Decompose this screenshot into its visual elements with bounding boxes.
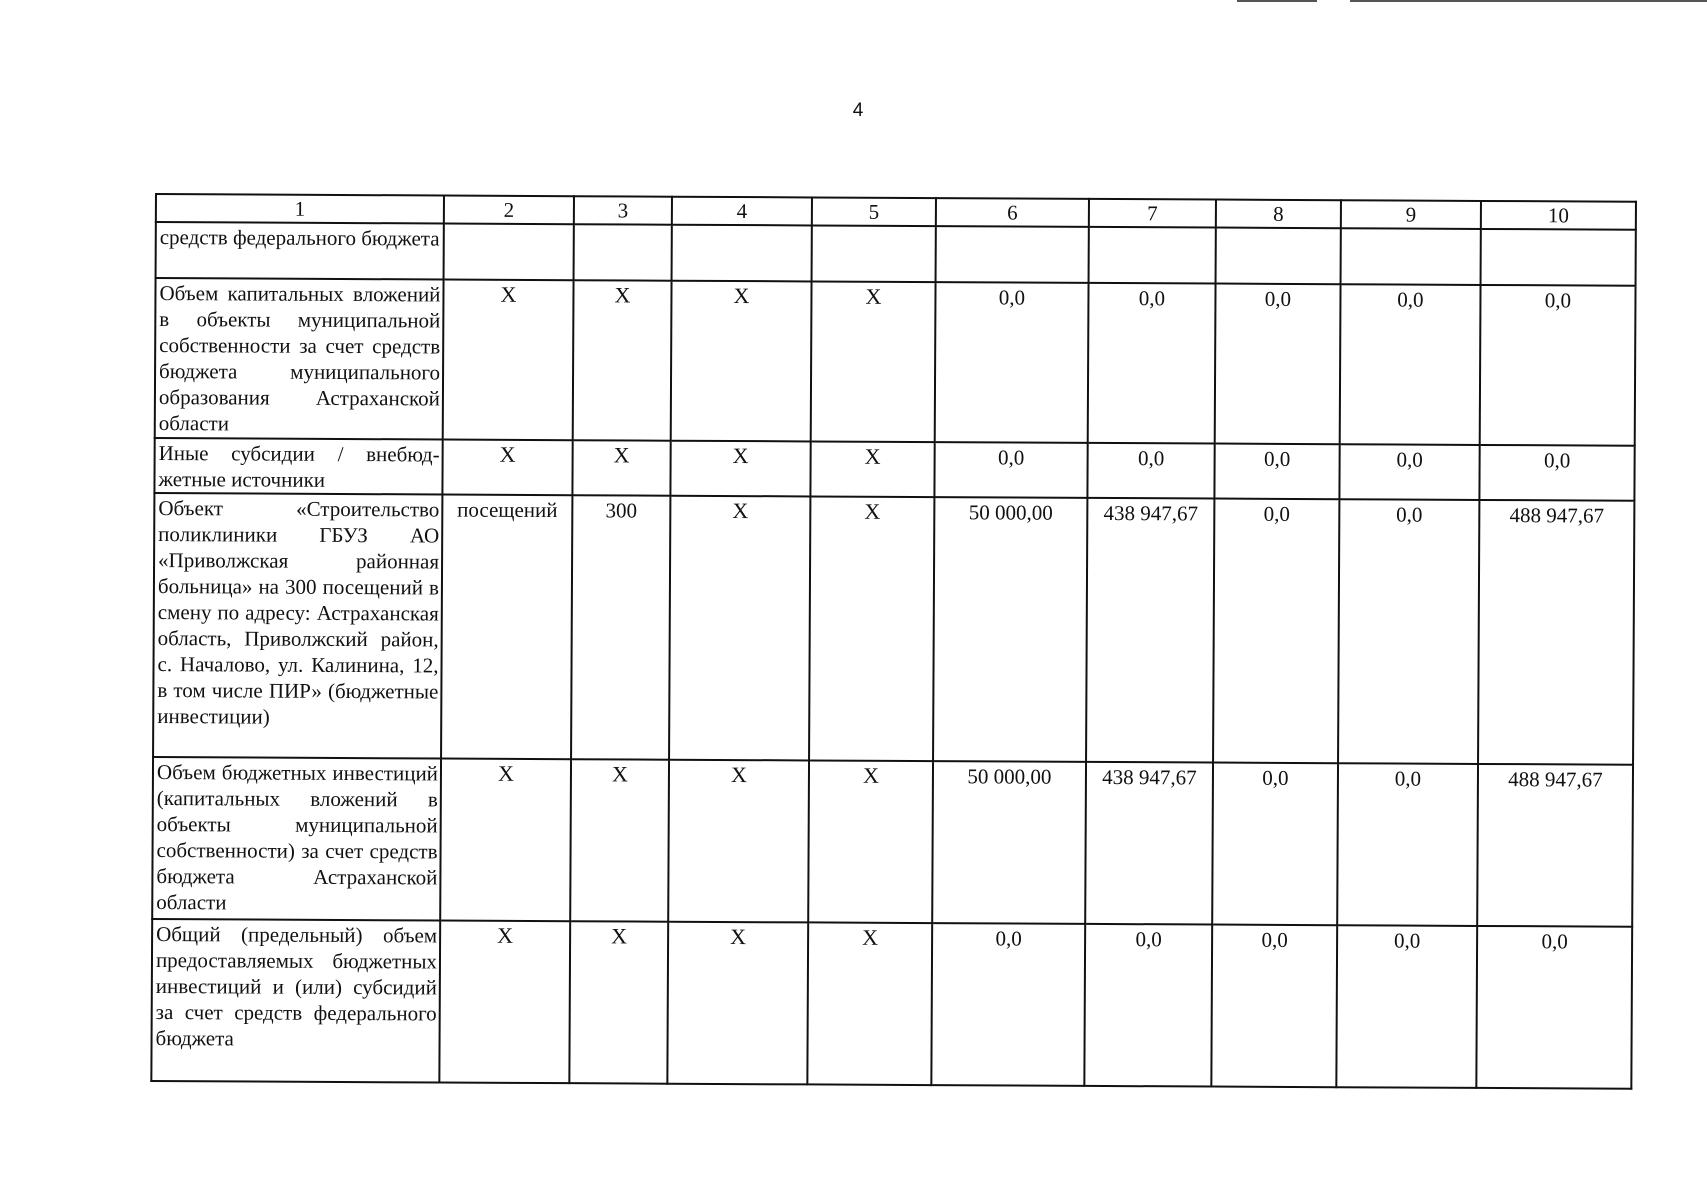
table-cell: 300 xyxy=(571,495,670,760)
table-cell xyxy=(672,225,812,282)
table-cell: 0,0 xyxy=(1340,284,1481,445)
table-cell: X xyxy=(443,280,574,441)
table-cell: 0,0 xyxy=(1480,285,1636,446)
table-row xyxy=(155,278,1636,446)
table-cell: 0,0 xyxy=(1213,499,1339,764)
table-cell xyxy=(1481,229,1636,286)
table-cell: 50 000,00 xyxy=(933,497,1087,762)
table-cell: 0,0 xyxy=(934,442,1087,498)
table-cell: X xyxy=(573,280,672,441)
page-number: 4 xyxy=(852,100,864,121)
row-description: Объем капитальных вложений в объекты муниципальной собственности за счет средств бюджета муниципального образования Астраханской области xyxy=(155,278,444,440)
table-cell: X xyxy=(810,441,934,497)
table-cell: 0,0 xyxy=(1088,283,1216,444)
column-number: 3 xyxy=(574,196,672,225)
table-cell: X xyxy=(439,921,570,1084)
table-cell xyxy=(936,226,1089,283)
table-cell: X xyxy=(670,441,810,497)
table-cell: X xyxy=(669,496,810,761)
column-number: 9 xyxy=(1341,200,1481,229)
column-number: 6 xyxy=(936,198,1089,227)
table-cell: X xyxy=(668,760,809,923)
table-cell: 488 947,67 xyxy=(1478,500,1634,765)
table-cell: 438 947,67 xyxy=(1086,498,1214,763)
table-cell: X xyxy=(569,921,668,1084)
table-cell: X xyxy=(440,759,571,922)
table-cell: 0,0 xyxy=(1215,284,1341,445)
table-cell: X xyxy=(570,759,669,922)
table-cell: 0,0 xyxy=(1084,924,1212,1087)
row-description: Объем бюджетных инвестиций (капитальных вложений в объекты муниципальной собственности) за счет средств бюджета Астраханской области xyxy=(152,757,441,921)
column-number: 4 xyxy=(672,197,812,226)
column-number: 8 xyxy=(1216,200,1341,229)
table-cell xyxy=(1089,227,1216,284)
table-cell: X xyxy=(572,440,670,496)
table-cell: X xyxy=(809,496,934,761)
table-cell: X xyxy=(442,440,572,496)
table-cell xyxy=(444,224,574,281)
table-cell: 0,0 xyxy=(1479,445,1634,501)
column-number: 2 xyxy=(444,196,574,225)
table-cell: 0,0 xyxy=(1087,443,1214,499)
table-cell: 0,0 xyxy=(1211,925,1337,1088)
table-row xyxy=(154,438,1634,501)
column-number: 1 xyxy=(156,194,444,224)
table-row xyxy=(152,757,1633,927)
table-cell: 0,0 xyxy=(1339,444,1479,500)
table-cell: X xyxy=(811,281,936,442)
table-cell xyxy=(574,224,672,281)
row-description: Объект «Строительство поликлиники ГБУЗ АО «Приволжская районная больница» на 300 посещений в смену по адресу: Астраханская область, Приволжский район, с. Началово, ул. Калинина, 12, в том числе ПИР» (бюджетные инвестиции) xyxy=(153,493,442,759)
table-cell: 50 000,00 xyxy=(932,761,1086,924)
table-cell: 0,0 xyxy=(1338,499,1479,764)
row-description: Иные субсидии / внебюджетные источники xyxy=(154,438,442,495)
table-cell: 0,0 xyxy=(1337,763,1478,926)
table-row xyxy=(153,493,1634,765)
table-cell xyxy=(1341,228,1481,285)
table-cell: X xyxy=(667,922,808,1085)
table-cell: X xyxy=(671,281,812,442)
column-number: 7 xyxy=(1089,199,1216,228)
table-cell xyxy=(812,225,936,282)
table-cell: 0,0 xyxy=(1476,926,1632,1089)
row-description: Общий (предельный) объем предоставляемых бюджетных инвестиций и (или) субсидий за счет средств федерального бюджета xyxy=(151,919,440,1083)
table-cell: 0,0 xyxy=(935,282,1089,443)
budget-table xyxy=(150,193,1637,1090)
table-cell: 0,0 xyxy=(931,923,1085,1086)
row-description: средств федерального бюджета xyxy=(156,222,444,280)
table-cell: 438 947,67 xyxy=(1085,762,1213,925)
table-cell: X xyxy=(808,760,933,923)
table-cell: 488 947,67 xyxy=(1477,764,1633,927)
table-row xyxy=(151,919,1632,1089)
column-number: 5 xyxy=(812,197,936,226)
top-edge-rule xyxy=(1237,0,1317,2)
table-cell: X xyxy=(807,922,932,1085)
table-cell: 0,0 xyxy=(1336,925,1477,1088)
table-row xyxy=(156,222,1636,286)
column-number: 10 xyxy=(1481,201,1636,230)
table-cell xyxy=(1216,228,1341,285)
table-cell: 0,0 xyxy=(1214,444,1339,500)
table-cell: 0,0 xyxy=(1212,763,1338,926)
table-cell: посещений xyxy=(441,495,572,760)
top-edge-rule xyxy=(1350,0,1707,2)
